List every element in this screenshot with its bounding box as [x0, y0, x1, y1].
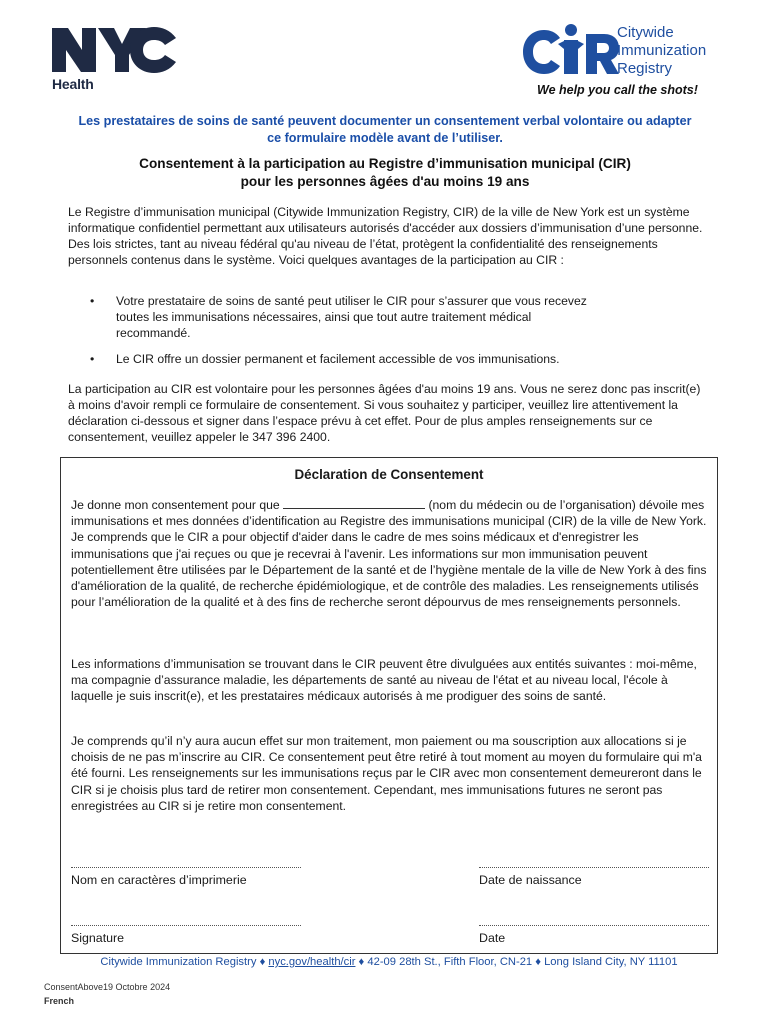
cir-name-line-2: Immunization	[617, 42, 707, 59]
footer-prefix: Citywide Immunization Registry ♦	[100, 956, 269, 968]
intro-paragraph: Le Registre d’immunisation municipal (Citywide Immunization Registry, CIR) de la ville de New York est un système informatique confidentiel permettant aux utilisateurs autorisés d'accéder aux dossiers d’immunisation d’une personne. Des lois strictes, tant au niveau fédéral qu'au niveau de l’état, protègent la confidentialité des renseignements personnels contenus dans le système. Voici quelques avantages de la participation au CIR :	[68, 205, 703, 267]
date-line[interactable]	[479, 925, 709, 926]
footer-link[interactable]: nyc.gov/health/cir	[268, 956, 356, 968]
bullet-icon: •	[90, 352, 95, 366]
birthdate-line[interactable]	[479, 867, 709, 868]
birthdate-label: Date de naissance	[479, 873, 582, 887]
declaration-paragraph-2: Les informations d’immunisation se trouvant dans le CIR peuvent être divulguées aux entités suivantes : moi-même, ma compagnie d’assurance maladie, les départements de santé au niveau de l'état et au niveau local, l'école à laquelle je suis inscrit(e), et les prestataires médicaux autorisés à me prodiguer des soins de santé.	[71, 657, 697, 704]
provider-name-blank[interactable]	[283, 497, 425, 509]
page-title	[60, 155, 710, 191]
printed-name-line[interactable]	[71, 867, 301, 868]
footer-address	[60, 956, 718, 968]
list-item-text: Votre prestataire de soins de santé peut utiliser le CIR pour s’assurer que vous recevez toutes les immunisations nécessaires, ainsi que tout autre traitement médical recommandé.	[116, 294, 587, 340]
title-line-1: Consentement à la participation au Registre d’immunisation municipal (CIR)	[139, 156, 631, 171]
footer-suffix: ♦ 42-09 28th St., Fifth Floor, CN-21 ♦ Long Island City, NY 11101	[355, 956, 678, 968]
date-label: Date	[479, 931, 506, 945]
signature-label: Signature	[71, 931, 125, 945]
list-item	[68, 351, 606, 367]
consent-text-start: Je donne mon consentement pour que	[71, 498, 280, 512]
participation-paragraph: La participation au CIR est volontaire pour les personnes âgées d'au moins 19 ans. Vous ne serez donc pas inscrit(e) à moins d'avoir rempli ce formulaire de consentement. Si vous souhaitez y participer, veuillez lire attentivement la déclaration ci-dessous et signer dans l’espace prévu à cet effet. Pour de plus amples renseignements sur ce consentement, veuillez appeler le 347 396 2400.	[68, 382, 701, 444]
declaration-paragraph-3: Je comprends qu’il n’y aura aucun effet sur mon traitement, mon paiement ou ma souscription aux allocations si je choisis de ne pas m’inscrire au CIR. Ce consentement peut être retiré à tout moment au moyen du formulaire qui m'a été fourni. Les renseignements sur les immunisations reçus par le CIR avec mon consentement demeureront dans le CIR si je choisis plus tard de retirer mon consentement. Cependant, mes immunisations futures ne seront pas enregistrées au CIR si je retire mon consentement.	[71, 734, 702, 813]
signature-line[interactable]	[71, 925, 301, 926]
cir-logo	[520, 22, 620, 80]
printed-name-label: Nom en caractères d’imprimerie	[71, 873, 247, 887]
list-item	[68, 293, 606, 341]
form-language: French	[44, 996, 75, 1006]
intro-note: Les prestataires de soins de santé peuvent documenter un consentement verbal volontaire ou adapter ce formulaire modèle avant de l’utiliser.	[78, 114, 692, 145]
bullet-icon: •	[90, 294, 95, 308]
list-item-text: Le CIR offre un dossier permanent et facilement accessible de vos immunisations.	[116, 352, 560, 366]
cir-name-line-1: Citywide	[617, 24, 674, 41]
cir-name-line-3: Registry	[617, 60, 673, 77]
cir-tagline: We help you call the shots!	[537, 83, 698, 97]
declaration-title: Déclaration de Consentement	[294, 467, 484, 482]
benefits-list	[68, 293, 668, 377]
cir-name	[617, 24, 706, 78]
form-version: ConsentAbove19 Octobre 2024	[44, 982, 171, 992]
title-line-2: pour les personnes âgées d'au moins 19 ans	[240, 174, 530, 189]
consent-text-rest: (nom du médecin ou de l’organisation) dévoile mes immunisations et mes données d’identification au Registre des immunisations municipal (CIR) de la ville de New York. Je comprends que le CIR a pour objectif d'aider dans le cadre de mes soins médicaux et d'enregistrer les immunisations que j'ai reçues ou que je recevrai à l'avenir. Les informations sur mon immunisation peuvent potentiellement être utilisées par le Département de la santé et de l’hygiène mentale de la ville de New York à des fins d'amélioration de la qualité, de recherche épidémiologique, et de contrôle des maladies. Les renseignements utilisés pour l’amélioration de la qualité et à des fins de recherche seront dépourvus de mes renseignements personnels.	[71, 498, 707, 610]
declaration-paragraph-1	[71, 497, 711, 610]
nyc-health-label: Health	[52, 76, 94, 92]
